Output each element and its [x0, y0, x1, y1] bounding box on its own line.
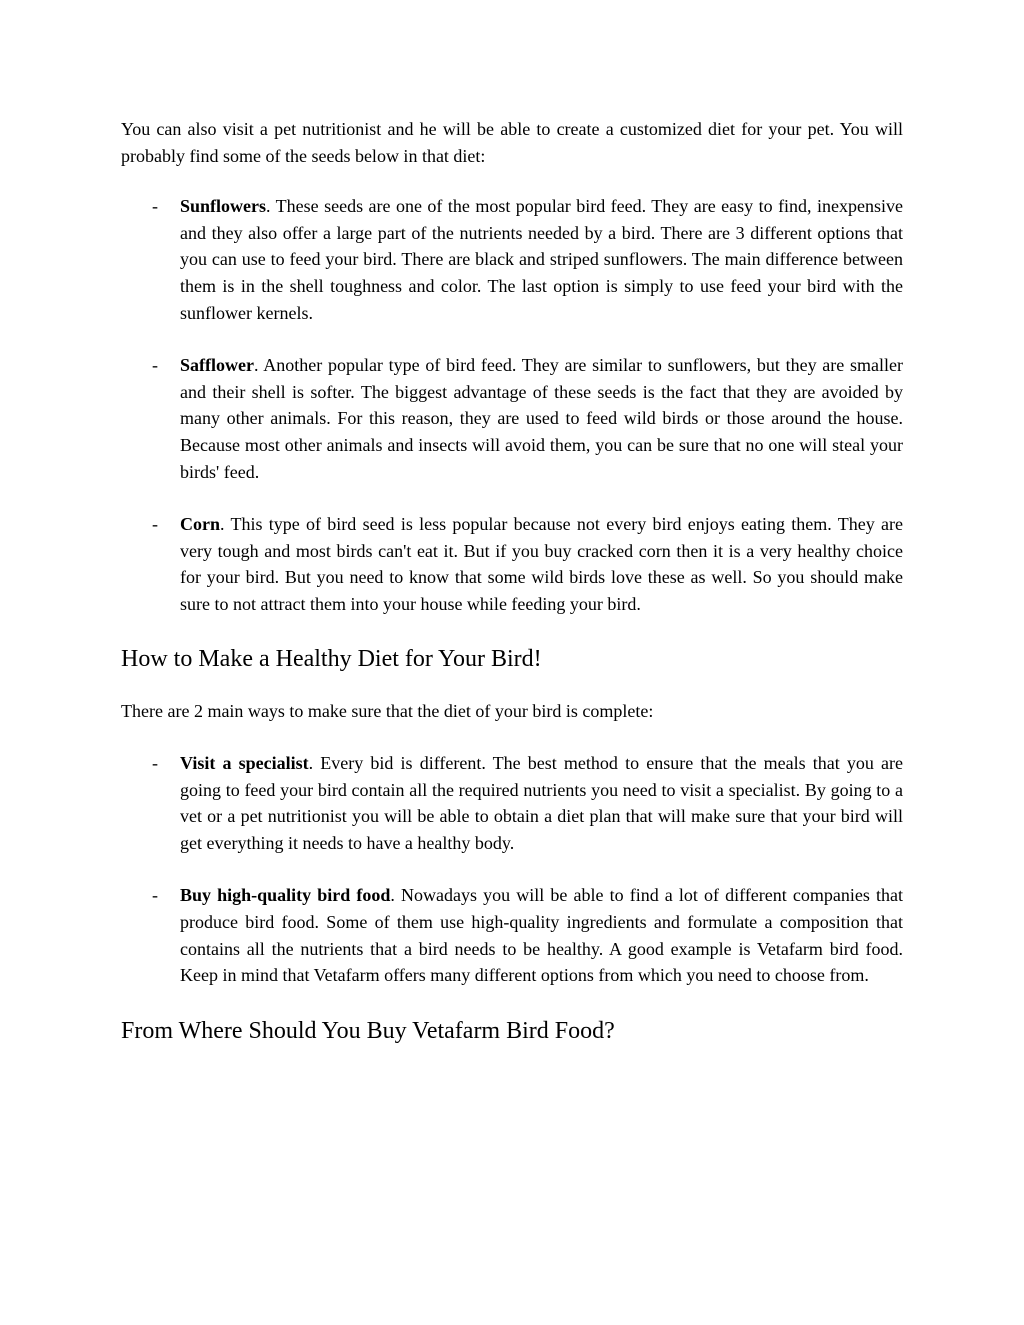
- item-description: . Nowadays you will be able to find a lot of different companies that produce bird food. Some of them use high-quality ingredients and formulate a composition that contains all the nutrients that a bird needs to be healthy. A good example is Vetafarm bird food. Keep in mind that Vetafarm offers many different options from which you need to choose from.: [180, 885, 903, 986]
- list-item: [121, 193, 903, 326]
- item-term: Buy high-quality bird food: [180, 885, 391, 906]
- item-description: . Another popular type of bird feed. They are similar to sunflowers, but they are smaller and their shell is softer. The biggest advantage of these seeds is the fact that they are avoided by many other animals. For this reason, they are used to feed wild birds or those around the house. Because most other animals and insects will avoid them, you can be sure that no one will steal your birds' feed.: [180, 355, 903, 482]
- list-bullet: -: [152, 514, 158, 535]
- item-term: Corn: [180, 514, 220, 535]
- item-term: Visit a specialist: [180, 753, 309, 774]
- section-heading: How to Make a Healthy Diet for Your Bird!: [121, 645, 542, 672]
- list-item: [121, 882, 903, 988]
- list-bullet: -: [152, 753, 158, 774]
- section-heading: From Where Should You Buy Vetafarm Bird Food?: [121, 1017, 615, 1044]
- list-item: [121, 511, 903, 617]
- section-intro-paragraph: There are 2 main ways to make sure that the diet of your bird is complete:: [121, 700, 654, 721]
- seed-list: [121, 193, 903, 617]
- ways-list: [121, 750, 903, 989]
- document-page: [121, 116, 903, 1046]
- list-item: [121, 750, 903, 856]
- item-description: . These seeds are one of the most popular bird feed. They are easy to find, inexpensive and they also offer a large part of the nutrients needed by a bird. There are 3 different options that you can use to feed your bird. There are black and striped sunflowers. The main difference between them is in the shell toughness and color. The last option is simply to use feed your bird with the sunflower kernels.: [180, 196, 903, 323]
- intro-paragraph: You can also visit a pet nutritionist and he will be able to create a customized diet for your pet. You will probably find some of the seeds below in that diet:: [121, 119, 903, 166]
- item-term: Safflower: [180, 355, 254, 376]
- list-bullet: -: [152, 355, 158, 376]
- item-description: . Every bid is different. The best method to ensure that the meals that you are going to feed your bird contain all the required nutrients you need to visit a specialist. By going to a vet or a pet nutritionist you will be able to obtain a diet plan that will make sure that your bird will get everything it needs to have a healthy body.: [180, 753, 903, 853]
- item-description: . This type of bird seed is less popular because not every bird enjoys eating them. They are very tough and most birds can't eat it. But if you buy cracked corn then it is a very healthy choice for your bird. But you need to know that some wild birds love these as well. So you should make sure to not attract them into your house while feeding your bird.: [180, 514, 903, 614]
- item-term: Sunflowers: [180, 196, 267, 217]
- list-bullet: -: [152, 196, 158, 217]
- list-bullet: -: [152, 885, 158, 906]
- list-item: [121, 352, 903, 485]
